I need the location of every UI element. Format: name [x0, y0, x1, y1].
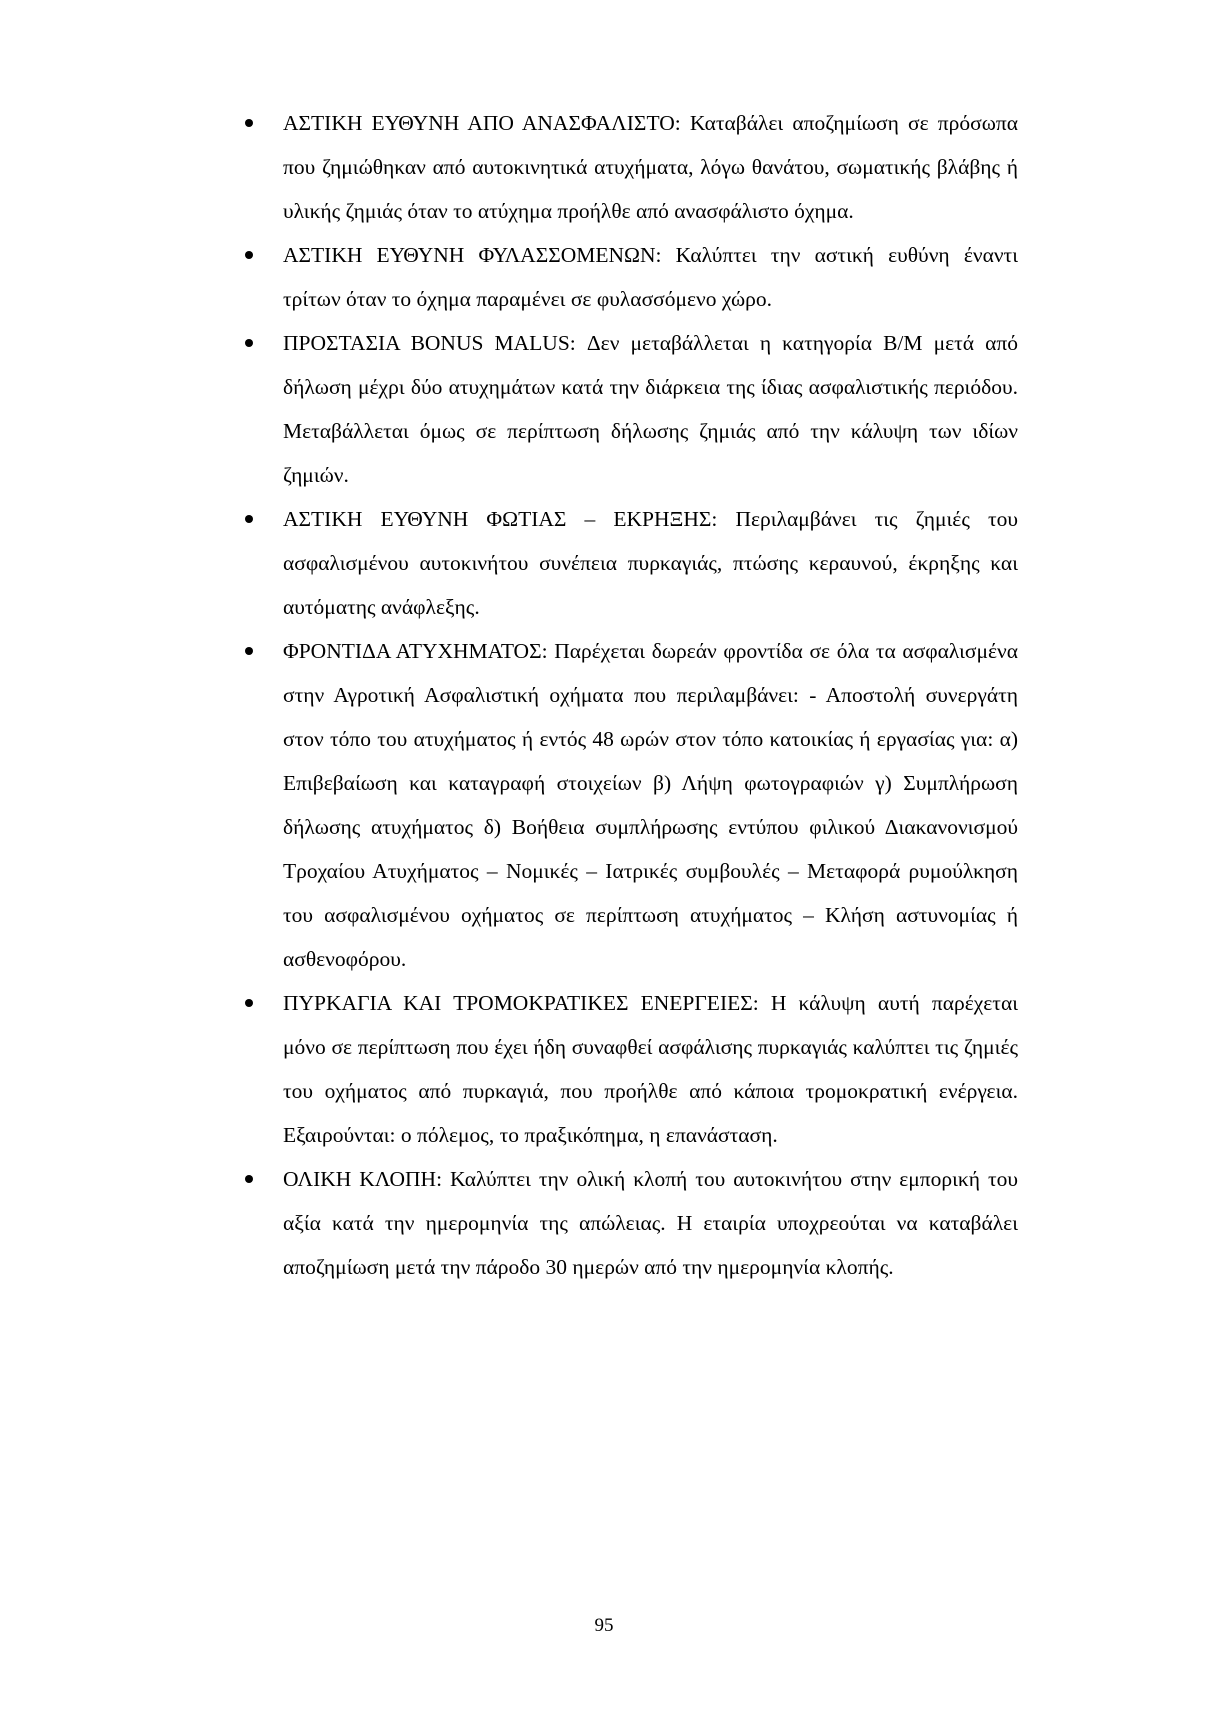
bullet-icon	[245, 339, 253, 347]
list-item-text: ΟΛΙΚΗ ΚΛΟΠΗ: Καλύπτει την ολική κλοπή του αυτοκινήτου στην εμπορική του αξία κατά την ημερομηνία της απώλειας. Η εταιρία υποχρεούται να καταβάλει αποζημίωση μετά την πάροδο 30 ημερών από την ημερομηνία κλοπής.	[283, 1167, 1018, 1279]
list-item-text: ΦΡΟΝΤΙΔΑ ΑΤΥΧΗΜΑΤΟΣ: Παρέχεται δωρεάν φροντίδα σε όλα τα ασφαλισμένα στην Αγροτική Ασφαλιστική οχήματα που περιλαμβάνει: - Αποστολή συνεργάτη στον τόπο του ατυχήματος ή εντός 48 ωρών στον τόπο κατοικίας ή εργασίας για: α) Επιβεβαίωση και καταγραφή στοιχείων β) Λήψη φωτογραφιών γ) Συμπλήρωση δήλωσης ατυχήματος δ) Βοήθεια συμπλήρωσης εντύπου φιλικού Διακανονισμού Τροχαίου Ατυχήματος – Νομικές – Ιατρικές συμβουλές – Μεταφορά ρυμούλκηση του ασφαλισμένου οχήματος σε περίπτωση ατυχήματος – Κλήση αστυνομίας ή ασθενοφόρου.	[283, 639, 1018, 971]
list-item-text: ΠΥΡΚΑΓΙΑ ΚΑΙ ΤΡΟΜΟΚΡΑΤΙΚΕΣ ΕΝΕΡΓΕΙΕΣ: Η κάλυψη αυτή παρέχεται μόνο σε περίπτωση που έχει ήδη συναφθεί ασφάλισης πυρκαγιάς καλύπτει τις ζημιές του οχήματος από πυρκαγιά, που προήλθε από κάποια τρομοκρατική ενέργεια. Εξαιρούνται: ο πόλεμος, το πραξικόπημα, η επανάσταση.	[283, 991, 1018, 1147]
list-item-text: ΑΣΤΙΚΗ ΕΥΘΥΝΗ ΦΥΛΑΣΣΟΜΕΝΩΝ: Καλύπτει την αστική ευθύνη έναντι τρίτων όταν το όχημα παραμένει σε φυλασσόμενο χώρο.	[283, 243, 1018, 311]
coverage-list	[245, 101, 1018, 1289]
bullet-icon	[245, 515, 253, 523]
bullet-icon	[245, 999, 253, 1007]
list-item	[245, 233, 1018, 321]
list-item	[245, 101, 1018, 233]
list-item	[245, 981, 1018, 1157]
list-item	[245, 321, 1018, 497]
list-item	[245, 629, 1018, 981]
list-item-text: ΑΣΤΙΚΗ ΕΥΘΥΝΗ ΦΩΤΙΑΣ – ΕΚΡΗΞΗΣ: Περιλαμβάνει τις ζημιές του ασφαλισμένου αυτοκινήτου συνέπεια πυρκαγιάς, πτώσης κεραυνού, έκρηξης και αυτόματης ανάφλεξης.	[283, 507, 1018, 619]
bullet-icon	[245, 647, 253, 655]
list-item-text: ΠΡΟΣΤΑΣΙΑ BONUS MALUS: Δεν μεταβάλλεται η κατηγορία Β/Μ μετά από δήλωση μέχρι δύο ατυχημάτων κατά την διάρκεια της ίδιας ασφαλιστικής περιόδου. Μεταβάλλεται όμως σε περίπτωση δήλωσης ζημιάς από την κάλυψη των ιδίων ζημιών.	[283, 331, 1018, 487]
bullet-icon	[245, 119, 253, 127]
list-item	[245, 497, 1018, 629]
list-item	[245, 1157, 1018, 1289]
bullet-icon	[245, 251, 253, 259]
list-item-text: ΑΣΤΙΚΗ ΕΥΘΥΝΗ ΑΠΟ ΑΝΑΣΦΑΛΙΣΤΟ: Καταβάλει αποζημίωση σε πρόσωπα που ζημιώθηκαν από αυτοκινητικά ατυχήματα, λόγω θανάτου, σωματικής βλάβης ή υλικής ζημιάς όταν το ατύχημα προήλθε από ανασφάλιστο όχημα.	[283, 111, 1018, 223]
page-number: 95	[594, 1615, 614, 1636]
bullet-icon	[245, 1175, 253, 1183]
